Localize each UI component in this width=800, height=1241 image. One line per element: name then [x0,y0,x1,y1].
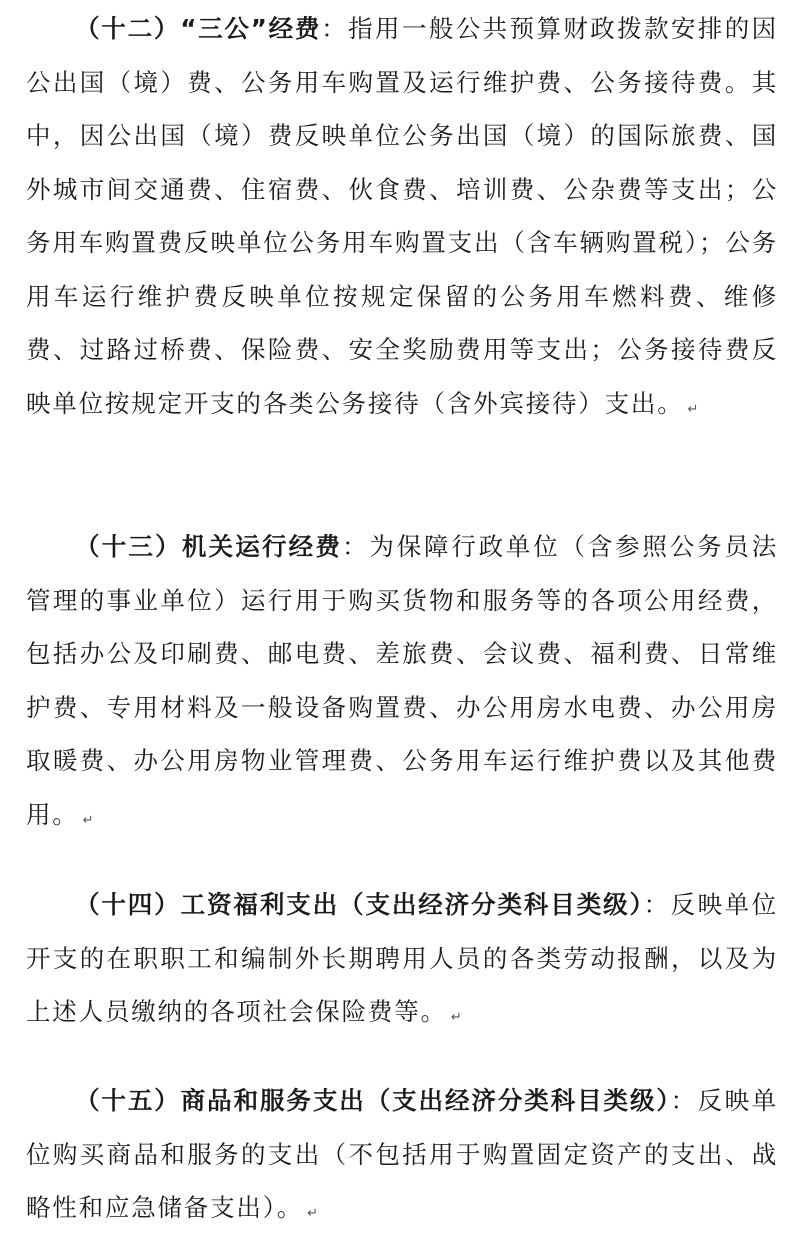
paragraph-mark-icon: ↵ [82,812,94,828]
paragraph-body: 为保障行政单位（含参照公务员法管理的事业单位）运行用于购买货物和服务等的各项公用经费，包括办公及印刷费、邮电费、差旅费、会议费、福利费、日常维护费、专用材料及一般设备购置费、办公用房水电费、办公用房取暖费、办公用房物业管理费、公务用车运行维护费以及其他费用。 [26,532,778,829]
paragraph-heading: （十四）工资福利支出（支出经济分类科目类级） [75,890,644,919]
paragraph-mark-icon: ↵ [307,1206,318,1221]
heading-separator: ： [643,890,671,919]
heading-separator: ： [321,14,349,43]
paragraph-heading: （十三）机关运行经费 [75,532,343,561]
paragraph-mark-icon: ↵ [687,401,699,417]
paragraph-body: 反映单位购买商品和服务的支出（不包括用于购置固定资产的支出、战略性和应急储备支出）。 [26,1086,778,1222]
paragraph-mark-icon: ↵ [450,1010,462,1025]
paragraph-goods-services-expenditure [26,1074,778,1241]
paragraph-heading: （十二）“三公”经费 [75,14,322,43]
paragraph-san-gong-expenses [26,2,778,436]
paragraph-heading: （十五）商品和服务支出（支出经济分类科目类级） [75,1086,671,1115]
paragraph-body: 反映单位开支的在职职工和编制外长期聘用人员的各类劳动报酬，以及为上述人员缴纳的各项社会保险费等。 [26,890,778,1026]
paragraph-agency-operating-expenses [26,520,778,847]
paragraph-body: 指用一般公共预算财政拨款安排的因公出国（境）费、公务用车购置及运行维护费、公务接待费。其中，因公出国（境）费反映单位公务出国（境）的国际旅费、国外城市间交通费、住宿费、伙食费、培训费、公杂费等支出；公务用车购置费反映单位公务用车购置支出（含车辆购置税）；公务用车运行维护费反映单位按规定保留的公务用车燃料费、维修费、过路过桥费、保险费、安全奖励费用等支出；公务接待费反映单位按规定开支的各类公务接待（含外宾接待）支出。 [26,14,778,418]
heading-separator: ： [342,532,370,561]
paragraph-wages-welfare-expenditure [26,878,778,1045]
heading-separator: ： [670,1086,698,1115]
